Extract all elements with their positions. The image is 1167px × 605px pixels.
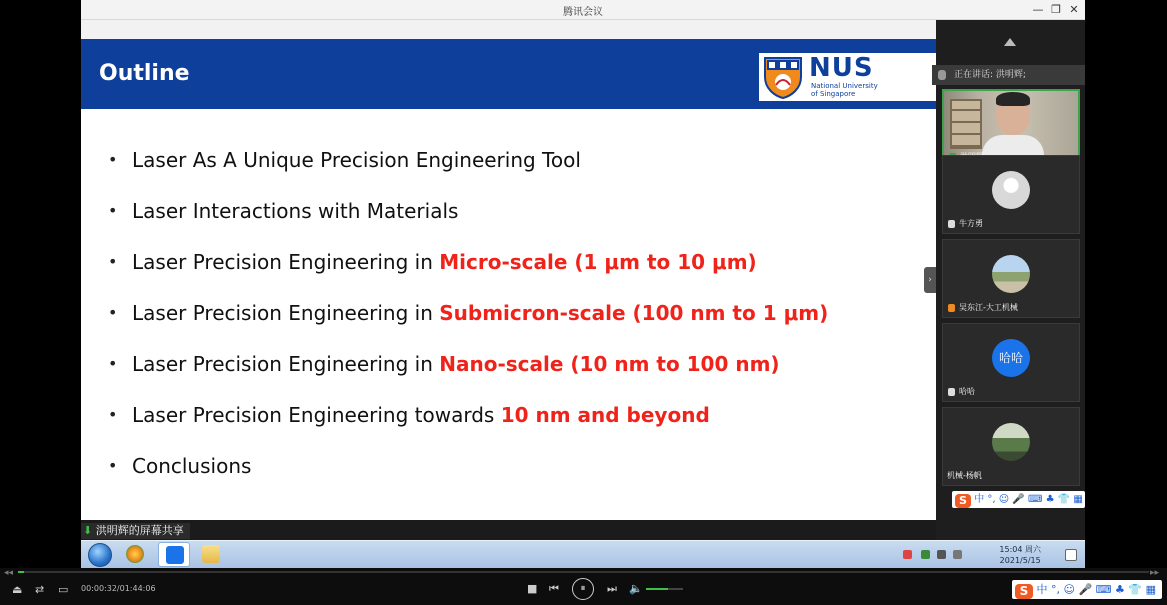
- outline-item: [108, 250, 757, 278]
- network-icon[interactable]: [937, 550, 946, 559]
- avatar: [992, 423, 1030, 461]
- participant-panel: [936, 20, 1085, 568]
- playback-time: 00:00:32/01:44:06: [81, 584, 156, 593]
- system-tray: [897, 543, 1077, 567]
- outline-item-text: Laser Interactions with Materials: [132, 199, 459, 223]
- share-icon: ⬇: [83, 524, 93, 537]
- outline-item: [108, 352, 780, 380]
- outline-item-highlight: Nano-scale (10 nm to 100 nm): [439, 352, 780, 376]
- initials-avatar: 哈哈: [992, 339, 1030, 377]
- participant-tile[interactable]: [942, 407, 1080, 486]
- outline-item: [108, 199, 458, 227]
- nus-subtitle-line1: National University: [811, 82, 878, 90]
- ime-toolbar-text: 中 °, ☺ 🎤 ⌨ ♣ 👕 ▦: [974, 494, 1083, 505]
- slide-top-strip: [81, 20, 936, 39]
- pause-button[interactable]: ⏸: [572, 578, 594, 600]
- user-icon: [948, 304, 955, 312]
- mouse-cursor-icon: [82, 261, 87, 270]
- bullet-dot: •: [108, 150, 118, 169]
- bullet-dot: •: [108, 252, 118, 271]
- ime-toolbar-text: 中 °, ☺ 🎤 ⌨ ♣ 👕 ▦: [1036, 583, 1156, 596]
- volume-icon[interactable]: [953, 550, 962, 559]
- ime-toolbar-bottom[interactable]: [1012, 580, 1162, 599]
- taskbar-app[interactable]: [119, 542, 151, 567]
- participant-tile[interactable]: [942, 323, 1080, 402]
- folder-icon: [202, 545, 220, 563]
- eject-icon[interactable]: ⏏: [12, 583, 23, 596]
- share-label-text: 洪明辉的屏幕共享: [95, 524, 184, 537]
- scroll-up-icon[interactable]: [1004, 38, 1016, 46]
- clock-date: 2021/5/15: [999, 556, 1041, 565]
- person-hair: [996, 92, 1030, 106]
- shared-slide: [81, 20, 936, 520]
- bullet-dot: •: [108, 354, 118, 373]
- mic-icon: [948, 220, 955, 228]
- participant-tile[interactable]: [942, 239, 1080, 318]
- outline-item: [108, 454, 251, 482]
- meeting-window: [81, 0, 1085, 568]
- outline-item: [108, 148, 581, 176]
- system-clock[interactable]: [999, 544, 1041, 566]
- stop-icon[interactable]: ■: [527, 582, 538, 595]
- outline-item-highlight: Micro-scale (1 μm to 10 μm): [439, 250, 757, 274]
- participant-tile[interactable]: [942, 155, 1080, 234]
- outline-item: [108, 403, 710, 431]
- mic-icon: [938, 70, 946, 80]
- bullet-dot: •: [108, 303, 118, 322]
- next-icon[interactable]: ⏭: [607, 582, 617, 595]
- progress-track[interactable]: [18, 571, 1149, 573]
- tray-icon[interactable]: [903, 550, 912, 559]
- clock-time: 15:04 周六: [999, 545, 1041, 554]
- previous-icon[interactable]: ⏮: [549, 582, 559, 595]
- outline-item-highlight: 10 nm and beyond: [500, 403, 710, 427]
- window-title: 腾讯会议: [563, 7, 603, 18]
- nus-logo: [759, 53, 936, 101]
- minimize-button[interactable]: —: [1032, 3, 1044, 16]
- playback-bar: [0, 568, 1167, 605]
- screen-icon[interactable]: ▭: [58, 583, 69, 596]
- close-button[interactable]: ✕: [1069, 3, 1079, 16]
- participant-name-text: 哈哈: [959, 387, 975, 396]
- outline-item-text: Conclusions: [132, 454, 252, 478]
- sogou-logo-icon: S: [955, 494, 971, 508]
- participant-name: [946, 302, 1018, 314]
- loop-icon[interactable]: ⇄: [35, 583, 45, 596]
- windows-start-icon[interactable]: [88, 543, 112, 567]
- nus-wordmark: NUS: [809, 53, 874, 83]
- bullet-dot: •: [108, 201, 118, 220]
- sogou-logo-icon: S: [1015, 584, 1033, 599]
- avatar: [992, 171, 1030, 209]
- screen-share-label: [81, 523, 190, 539]
- restore-button[interactable]: ❐: [1051, 3, 1061, 16]
- outline-item-text: Laser Precision Engineering in: [132, 250, 440, 274]
- speaking-indicator: [932, 65, 1085, 85]
- remote-taskbar: [81, 540, 1085, 568]
- outline-item-text: Laser Precision Engineering towards: [132, 403, 501, 427]
- bullet-dot: •: [108, 405, 118, 424]
- participant-name: [946, 470, 982, 482]
- app-icon: [126, 545, 144, 563]
- volume-slider[interactable]: [646, 588, 683, 590]
- outline-item-highlight: Submicron-scale (100 nm to 1 μm): [439, 301, 829, 325]
- taskbar-app-explorer[interactable]: [195, 542, 227, 567]
- volume-fill: [646, 588, 668, 590]
- skip-back-icon[interactable]: ◂◂: [4, 568, 14, 578]
- nus-crest-icon: [761, 55, 805, 99]
- progress-fill: [18, 571, 24, 573]
- participant-name-text: 牛方勇: [959, 219, 983, 228]
- outline-item-text: Laser As A Unique Precision Engineering Tool: [132, 148, 581, 172]
- title-bar: [81, 0, 1085, 20]
- shield-icon[interactable]: [921, 550, 930, 559]
- mic-icon: [948, 388, 955, 396]
- skip-forward-icon[interactable]: ▸▸: [1150, 568, 1160, 578]
- outline-item-text: Laser Precision Engineering in: [132, 301, 440, 325]
- ime-toolbar[interactable]: [952, 491, 1085, 508]
- taskbar-app-meeting[interactable]: [158, 542, 190, 567]
- slide-header: [81, 39, 936, 109]
- participant-name: [946, 218, 983, 230]
- bookshelf: [950, 99, 982, 149]
- participant-name-text: 机械-杨帆: [947, 471, 982, 480]
- avatar: [992, 255, 1030, 293]
- participant-name: [946, 386, 975, 398]
- volume-icon[interactable]: 🔈: [629, 582, 643, 595]
- participant-name-text: 吴东江-大工机械: [959, 303, 1018, 312]
- nus-subtitle-line2: of Singapore: [811, 90, 856, 98]
- outline-item: [108, 301, 828, 329]
- outline-item-text: Laser Precision Engineering in: [132, 352, 440, 376]
- show-desktop-icon[interactable]: [1065, 549, 1077, 561]
- nus-subtitle: [811, 82, 878, 98]
- slide-title: Outline: [99, 61, 190, 86]
- bullet-dot: •: [108, 456, 118, 475]
- speaking-label: 正在讲话: 洪明辉;: [954, 70, 1026, 80]
- collapse-panel-button[interactable]: ›: [924, 267, 936, 293]
- meeting-app-icon: [166, 546, 184, 564]
